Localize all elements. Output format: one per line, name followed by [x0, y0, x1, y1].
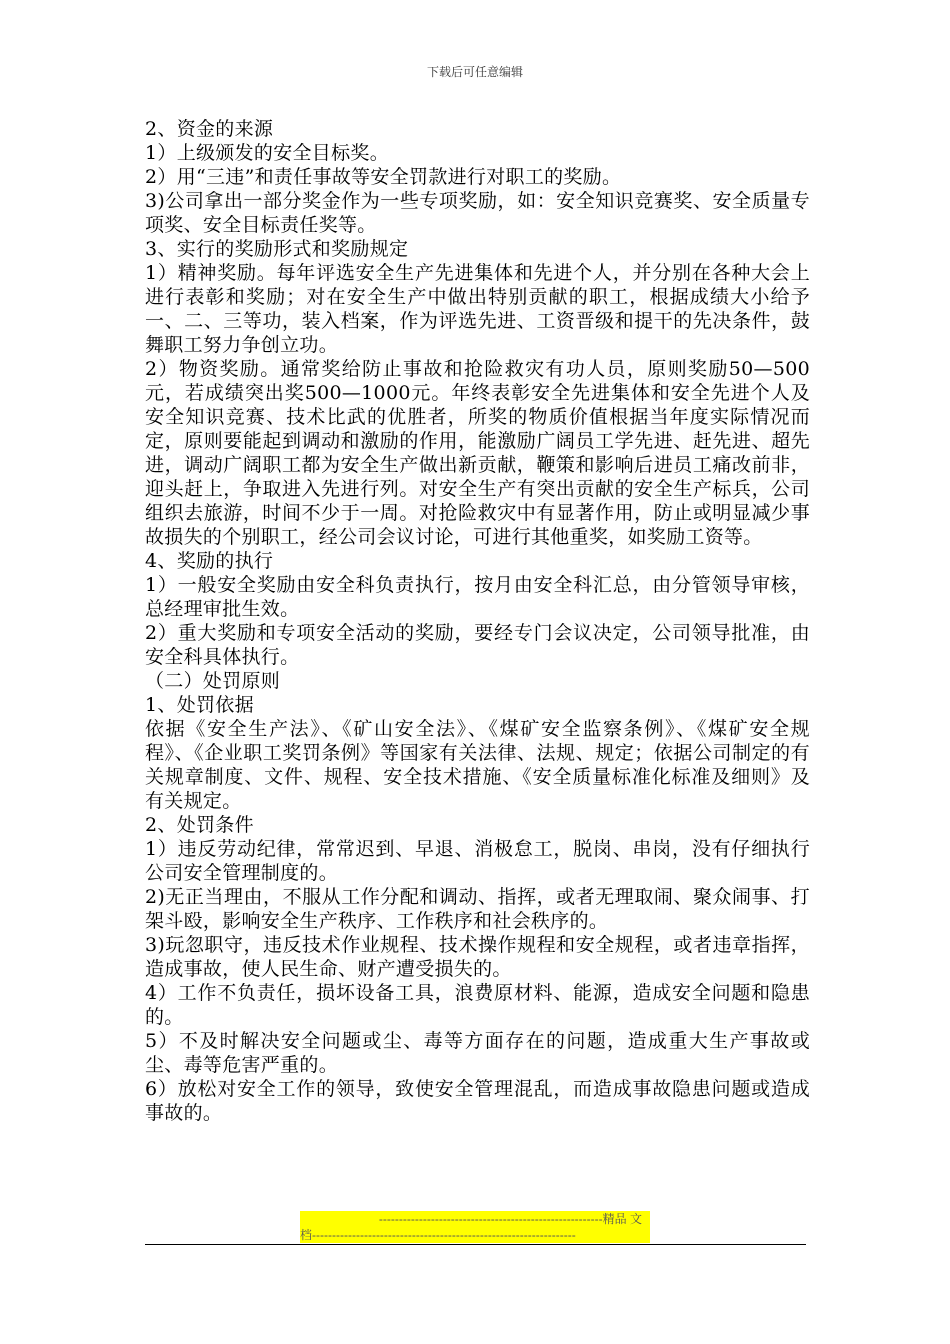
body-paragraph: 依据《安全生产法》、《矿山安全法》、《煤矿安全监察条例》、《煤矿安全规程》、《企业职工奖罚条例》等国家有关法律、法规、规定；依据公司制定的有关规章制度、文件、规程、安全技术措施、《安全质量标准化标准及细则》及有关规定。: [145, 718, 810, 812]
section-heading-reward-forms: 3、实行的奖励形式和奖励规定: [145, 238, 409, 260]
section-heading-reward-execution: 4、奖励的执行: [145, 550, 274, 572]
list-item: 1）一般安全奖励由安全科负责执行，按月由安全科汇总，由分管领导审核，总经理审批生效。: [145, 574, 810, 620]
section-heading-penalty-principles: （二）处罚原则: [145, 670, 281, 692]
page-header: 下载后可任意编辑: [426, 65, 523, 79]
list-item: 4）工作不负责任，损坏设备工具，浪费原材料、能源，造成安全问题和隐患的。: [145, 982, 810, 1028]
list-item: 2）重大奖励和专项安全活动的奖励，要经专门会议决定，公司领导批准，由安全科具体执行。: [145, 622, 810, 668]
list-item: 2）物资奖励。通常奖给防止事故和抢险救灾有功人员，原则奖励50—500元，若成绩突出奖500—1000元。年终表彰安全先进集体和安全先进个人及安全知识竞赛、技术比武的优胜者，所奖的物质价值根据当年度实际情况而定，原则要能起到调动和激励的作用，能激励广阔员工学先进、赶先进、超先进，调动广阔职工都为安全生产做出新贡献，鞭策和影响后进员工痛改前非，迎头赶上，争取进入先进行列。对安全生产有突出贡献的安全生产标兵，公司组织去旅游，时间不少于一周。对抢险救灾中有显著作用，防止或明显减少事故损失的个别职工，经公司会议讨论，可进行其他重奖，如奖励工资等。: [145, 358, 810, 548]
footer-divider: [145, 1244, 806, 1245]
list-item: 3)玩忽职守，违反技术作业规程、技术操作规程和安全规程，或者违章指挥，造成事故，使人民生命、财产遭受损失的。: [145, 934, 810, 980]
section-heading-penalty-conditions: 2、处罚条件: [145, 814, 254, 836]
section-heading-penalty-basis: 1、处罚依据: [145, 694, 254, 716]
list-item: 1）上级颁发的安全目标奖。: [145, 142, 389, 164]
list-item: 3)公司拿出一部分奖金作为一些专项奖励，如：安全知识竞赛奖、安全质量专项奖、安全目标责任奖等。: [145, 190, 810, 236]
list-item: 1）违反劳动纪律，常常迟到、早退、消极怠工，脱岗、串岗，没有仔细执行公司安全管理制度的。: [145, 838, 810, 884]
list-item: 6）放松对安全工作的领导，致使安全管理混乱，而造成事故隐患问题或造成事故的。: [145, 1078, 810, 1124]
footer-watermark-line-1: --------------------------------------------------------精品 文: [300, 1211, 650, 1227]
list-item: 5）不及时解决安全问题或尘、毒等方面存在的问题，造成重大生产事故或尘、毒等危害严重的。: [145, 1030, 810, 1076]
document-body: [145, 117, 810, 1125]
list-item: 2）用“三违”和责任事故等安全罚款进行对职工的奖励。: [145, 166, 622, 188]
list-item: 2)无正当理由，不服从工作分配和调动、指挥，或者无理取闹、聚众闹事、打架斗殴，影响安全生产秩序、工作秩序和社会秩序的。: [145, 886, 810, 932]
footer-watermark-line-2: 档------------------------------------------------------------------: [300, 1227, 650, 1243]
section-heading-fund-source: 2、资金的来源: [145, 118, 274, 140]
list-item: 1）精神奖励。每年评选安全生产先进集体和先进个人，并分别在各种大会上进行表彰和奖励；对在安全生产中做出特别贡献的职工，根据成绩大小给予一、二、三等功，装入档案，作为评选先进、工资晋级和提干的先决条件，鼓舞职工努力争创立功。: [145, 262, 810, 356]
